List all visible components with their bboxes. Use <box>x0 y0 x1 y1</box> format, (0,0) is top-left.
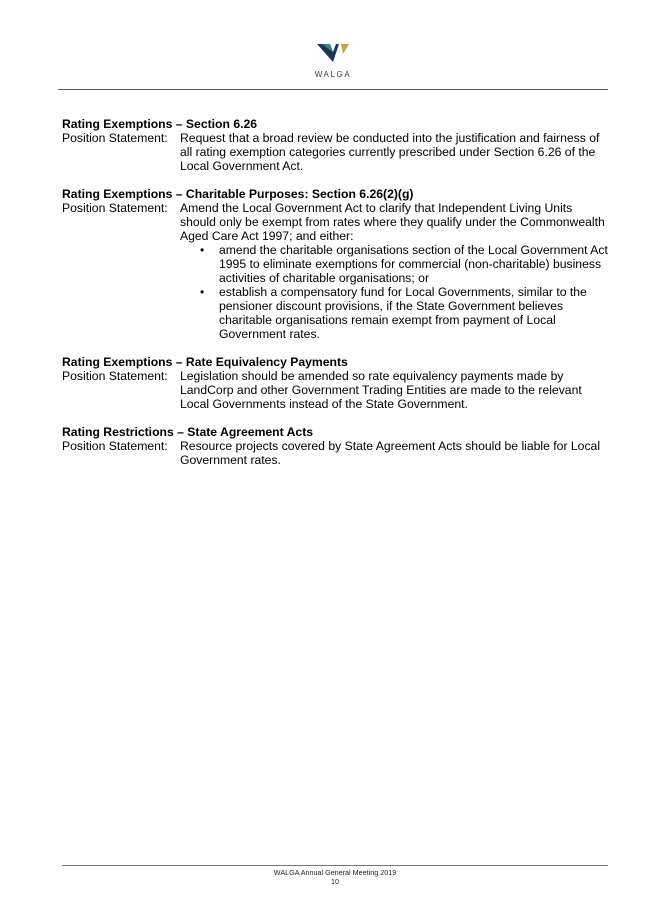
footer-title: WALGA Annual General Meeting 2019 <box>273 868 397 877</box>
list-item <box>180 243 610 285</box>
section-charitable-purposes <box>62 187 610 341</box>
section-state-agreement-acts <box>62 425 610 467</box>
walga-logo-text: WALGA <box>314 70 352 79</box>
statement-label: Position Statement: <box>62 131 168 145</box>
section-rate-equivalency <box>62 355 610 411</box>
statement-text: Resource projects covered by State Agreement Acts should be liable for Local Government rates. <box>180 439 601 467</box>
statement-label: Position Statement: <box>62 439 168 453</box>
footer-divider <box>62 865 608 866</box>
section-title: Rating Exemptions – Charitable Purposes: Section 6.26(2)(g) <box>62 187 414 201</box>
position-statement <box>62 369 610 411</box>
position-statements <box>62 117 610 481</box>
section-rating-exemptions-6-26 <box>62 117 610 173</box>
section-title: Rating Restrictions – State Agreement Acts <box>62 425 314 439</box>
list-item-text: establish a compensatory fund for Local Governments, similar to the pensioner discount provisions, if the State Government believes charitable organisations remain exempt from payment of Local Government rates. <box>219 285 587 341</box>
section-title: Rating Exemptions – Section 6.26 <box>62 117 258 131</box>
statement-text: Amend the Local Government Act to clarify that Independent Living Units should only be exempt from rates where they qualify under the Commonwealth Aged Care Act 1997; and either: <box>180 201 605 243</box>
walga-logo-mark-icon <box>317 44 349 68</box>
statement-text: Legislation should be amended so rate equivalency payments made by LandCorp and other Government Trading Entities are made to the relevant Local Governments instead of the State Government. <box>180 369 582 411</box>
statement-label: Position Statement: <box>62 369 168 383</box>
position-statement <box>62 131 610 173</box>
page-footer <box>62 868 608 886</box>
statement-body <box>180 201 610 341</box>
header-divider <box>58 89 608 90</box>
bullet-list <box>180 243 610 341</box>
bullet-icon: • <box>200 243 205 257</box>
position-statement <box>62 439 610 467</box>
walga-logo <box>308 44 358 84</box>
list-item <box>180 285 610 341</box>
statement-label: Position Statement: <box>62 201 168 215</box>
statement-text: Request that a broad review be conducted into the justification and fairness of all rating exemption categories currently prescribed under Section 6.26 of the Local Government Act. <box>180 131 600 173</box>
page-number: 10 <box>331 877 339 886</box>
bullet-icon: • <box>200 285 205 299</box>
list-item-text: amend the charitable organisations section of the Local Government Act 1995 to eliminate exemptions for commercial (non-charitable) business activities of charitable organisations; or <box>219 243 608 285</box>
section-title: Rating Exemptions – Rate Equivalency Payments <box>62 355 348 369</box>
position-statement <box>62 201 610 341</box>
